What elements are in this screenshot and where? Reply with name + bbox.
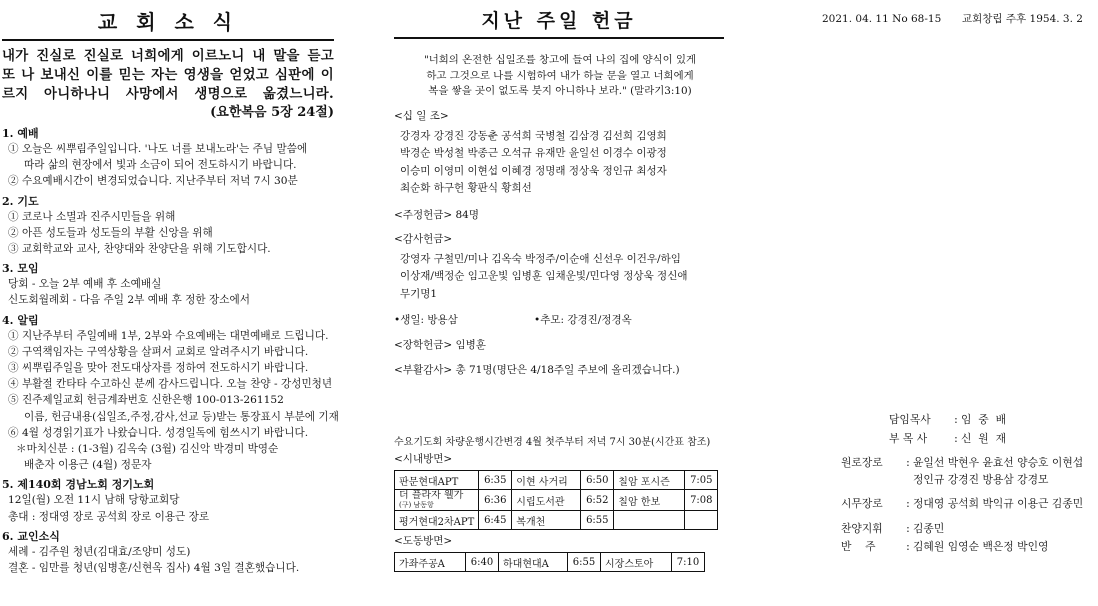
bus-stop-cell [512, 490, 581, 511]
bus-stop-name: 칠암 포시즌 [618, 476, 670, 488]
birthday-offering: •생일: 방용삼 [394, 314, 458, 326]
staff-names: 김혜원 임영순 백은정 박인영 [913, 540, 1049, 553]
quote-line: 하고 그것으로 나를 시험하여 내가 하늘 문을 열고 너희에게 [426, 69, 694, 82]
tithe-names [394, 128, 724, 198]
name-line: 최순화 하구헌 황판식 황희선 [400, 182, 532, 194]
section-line: 결혼 - 임만를 청년(임병훈/신현옥 집사) 4월 3일 결혼했습니다. [8, 562, 300, 575]
bus-stop-cell [395, 553, 466, 572]
founding-date: 교회창립 주후 1954. 3. 2 [962, 13, 1083, 25]
verse-line: 또 나 보내신 이를 믿는 자는 영생을 얻었고 심판에 이 [2, 67, 334, 83]
section-title: 3. 모임 [2, 262, 39, 276]
scripture-verse [2, 47, 334, 122]
bus-stop-name: 판문현대APT [399, 476, 459, 488]
dodong-bus-table [394, 552, 705, 572]
easter-offering: <부활감사> 총 71명(명단은 4/18주일 주보에 올리겠습니다.) [394, 364, 680, 376]
staff-row [841, 539, 1091, 556]
section-line: ③ 씨뿌림주일을 맞아 전도대상자를 정하여 전도하시기 바랍니다. [8, 362, 309, 375]
bus-stop-cell [614, 511, 685, 530]
bus-time-cell [479, 511, 512, 530]
bus-stop-cell [601, 553, 672, 572]
staff-role: 원로장로 [841, 456, 883, 469]
bus-stop-name: 이현 사거리 [516, 476, 568, 488]
bus-stop-name: 더 플라자 웰가 [399, 490, 464, 501]
bus-time: 6:40 [470, 556, 494, 568]
bus-stop-cell [395, 511, 479, 530]
staff-row [841, 431, 1091, 448]
section-line: ⑥ 4월 성경읽기표가 나왔습니다. 성경일독에 힘쓰시기 바랍니다. [8, 426, 309, 439]
bus-stop-name: 복개천 [516, 516, 546, 528]
staff-role: 부 목 사 [889, 431, 928, 445]
bus-time-cell [581, 490, 614, 511]
bus-stop-name: 하대현대A [503, 558, 549, 570]
bus-time: 7:05 [690, 474, 713, 486]
bus-time-cell [568, 553, 601, 572]
staff-list [841, 410, 1091, 556]
bus-stop-subname: (구) 남동항 [399, 501, 434, 509]
bus-time-cell [672, 553, 705, 572]
section-line: 세례 - 김주원 청년(김대효/조양미 성도) [8, 545, 191, 558]
colon: : [906, 497, 910, 510]
staff-role: 시무장로 [841, 497, 883, 510]
verse-reference: (요한복음 5장 24절) [210, 105, 334, 120]
memorial-offering: •추모: 강경진/정경옥 [534, 314, 632, 326]
bus-time: 6:45 [484, 514, 507, 526]
section-line: ① 코로나 소멸과 진주시민들을 위해 [8, 210, 176, 223]
section-title: 1. 예배 [2, 127, 39, 140]
name-line: 강경자 강경진 강동춘 공석희 국병철 김삼경 김선희 김영희 [400, 129, 667, 142]
bus-time-cell [466, 553, 499, 572]
bus-stop-cell [512, 511, 581, 530]
verse-line: 내가 진실로 진실로 너희에게 이르노니 내 말을 듣고 [2, 48, 334, 64]
section-line: 이름, 헌금내용(십일조,주정,감사,선교 등)받는 통장표시 부분에 기재 [24, 410, 339, 423]
thanks-label: <감사헌금> [394, 232, 453, 245]
section-line: 따라 삶의 현장에서 빛과 소금이 되어 전도하시기 바랍니다. [24, 159, 297, 172]
bulletin-meta [786, 0, 1096, 26]
bus-stop-cell [614, 471, 685, 490]
bus-time-cell [479, 490, 512, 511]
staff-names: 김종민 [913, 521, 945, 535]
staff-row [841, 521, 1091, 538]
bus-time: 6:36 [484, 494, 507, 506]
bus-stop-cell [395, 490, 479, 511]
issue-date: 2021. 04. 11 No 68-15 [822, 13, 942, 25]
bus-stop-name: 시장스토아 [605, 558, 654, 570]
bus-stop-name: 가좌주공A [399, 558, 445, 570]
weekly-offering: <주정헌금> 84명 [394, 208, 480, 221]
bus-row [395, 471, 718, 490]
section-title: 2. 기도 [2, 194, 39, 208]
bus-time-cell [685, 490, 718, 511]
bus-stop-cell [614, 490, 685, 511]
staff-row [841, 455, 1091, 488]
section-line: ④ 부활절 칸타타 수고하신 분께 감사드립니다. 오늘 찬양 - 강성민청년 [8, 378, 333, 391]
dodong-route-label: <도동방면> [394, 535, 453, 547]
staff-role: 담임목사 [889, 413, 931, 426]
bus-schedule-heading: 수요기도회 차량운행시간변경 4월 첫주부터 저녁 7시 30분(시간표 참조) [394, 437, 711, 448]
colon: : [906, 456, 910, 469]
bus-time: 6:55 [572, 556, 596, 568]
bus-row [395, 511, 718, 530]
bus-time: 7:08 [690, 494, 713, 506]
section-line: ＊마치신분 : (1-3월) 김옥숙 (3월) 김신악 박경미 박영순 [16, 443, 279, 456]
bus-time: 7:10 [676, 556, 700, 568]
bus-stop-cell [499, 553, 568, 572]
city-bus-table [394, 470, 718, 530]
section-line: ② 구역책임자는 구역상황을 살펴서 교회로 알려주시기 바랍니다. [8, 345, 309, 358]
staff-names: 신 원 재 [961, 431, 1007, 445]
name-line: 이상재/백정순 임고운빛 임병훈 임채운빛/민다영 정상욱 정신애 [400, 270, 688, 282]
tithe-label: <십 일 조> [394, 109, 449, 122]
offering-column [394, 0, 724, 572]
staff-names: 임 중 배 [961, 413, 1007, 426]
name-line: 강영자 구철민/미나 김옥숙 박정주/이순애 신선우 이건우/하임 [400, 252, 681, 265]
bus-time: 6:50 [586, 474, 609, 486]
section-title: 4. 알림 [2, 313, 39, 327]
birthday-memorial-row [394, 313, 724, 328]
staff-role: 반 주 [841, 540, 876, 553]
church-news-column [2, 0, 339, 576]
section-line: ⑤ 진주제일교회 헌금계좌번호 신한은행 100-013-261152 [8, 394, 284, 407]
bus-row [395, 490, 718, 511]
name-line: 무기명1 [400, 287, 438, 300]
bus-time-cell [581, 471, 614, 490]
bus-time-cell [479, 471, 512, 490]
staff-names: 윤일선 박현우 윤효선 양승호 이현섭 정인규 강경진 방용삼 강경모 [913, 456, 1087, 486]
quote-line: "너희의 온전한 십일조를 창고에 들여 나의 집에 양식이 있게 [423, 54, 697, 66]
malachi-quote [394, 45, 724, 100]
section-line: ① 지난주부터 주일예배 1부, 2부와 수요예배는 대면예배로 드립니다. [8, 329, 329, 342]
bus-row [395, 553, 705, 572]
staff-row [841, 496, 1091, 513]
section-line: 12일(월) 오전 11시 남해 당항교회당 [8, 494, 180, 507]
bus-time: 6:35 [484, 474, 507, 486]
colon: : [954, 431, 958, 445]
news-sections [2, 126, 339, 576]
bus-time-cell [685, 511, 718, 530]
staff-row [841, 412, 1091, 429]
quote-line: 복을 쌓을 곳이 없도록 붓지 아니하나 보라." (말라기3:10) [428, 85, 692, 97]
offering-heading: 지난 주일 헌금 [394, 0, 724, 39]
staff-names: 정대영 공석희 박익규 이용근 김종민 [913, 497, 1084, 510]
section-line: ① 오늘은 씨뿌림주일입니다. '나도 너를 보내노라'는 주님 말씀에 [8, 143, 308, 155]
bus-time-cell [685, 471, 718, 490]
bus-time: 6:52 [586, 494, 609, 506]
section-line: ② 수요예배시간이 변경되었습니다. 지난주부터 저녁 7시 30분 [8, 175, 298, 188]
scholarship-offering: <장학헌금> 임병훈 [394, 339, 486, 351]
bus-stop-cell [395, 471, 479, 490]
city-route-label: <시내방면> [394, 453, 453, 465]
section-line: 총대 : 정대영 장로 공석희 장로 이용근 장로 [8, 510, 210, 523]
thanks-names [394, 251, 724, 304]
section-line: 배춘자 이용근 (4월) 정문자 [24, 459, 152, 472]
bus-stop-name: 칠암 한보 [618, 496, 661, 508]
section-line: ③ 교회학교와 교사, 찬양대와 찬양단을 위해 기도합시다. [8, 243, 271, 256]
section-title: 5. 제140회 경남노회 정기노회 [2, 478, 155, 492]
bus-time: 6:55 [586, 514, 609, 526]
info-column [786, 0, 1096, 606]
colon: : [906, 521, 910, 535]
bus-time-cell [581, 511, 614, 530]
section-line: ② 아픈 성도들과 성도들의 부활 신앙을 위해 [8, 226, 213, 239]
name-line: 이승미 이영미 이현섭 이혜경 정명래 정상욱 정인규 최성자 [400, 164, 667, 177]
colon: : [954, 413, 958, 426]
colon: : [906, 540, 910, 553]
bus-stop-name: 시립도서관 [516, 496, 565, 508]
section-line: 당회 - 오늘 2부 예배 후 소예배실 [8, 278, 162, 291]
verse-line: 르지 아니하나니 사망에서 생명으로 옮겼느니라. [2, 86, 334, 102]
bus-stop-name: 평거현대2차APT [399, 516, 475, 528]
section-title: 6. 교인소식 [2, 529, 60, 543]
church-news-heading: 교 회 소 식 [2, 0, 334, 41]
staff-role: 찬양지휘 [841, 521, 883, 535]
bus-stop-cell [512, 471, 581, 490]
name-line: 박경순 박성철 박종근 오석규 유재만 윤일선 이경수 이광정 [400, 147, 667, 159]
section-line: 신도회월례회 - 다음 주일 2부 예배 후 정한 장소에서 [8, 294, 250, 307]
